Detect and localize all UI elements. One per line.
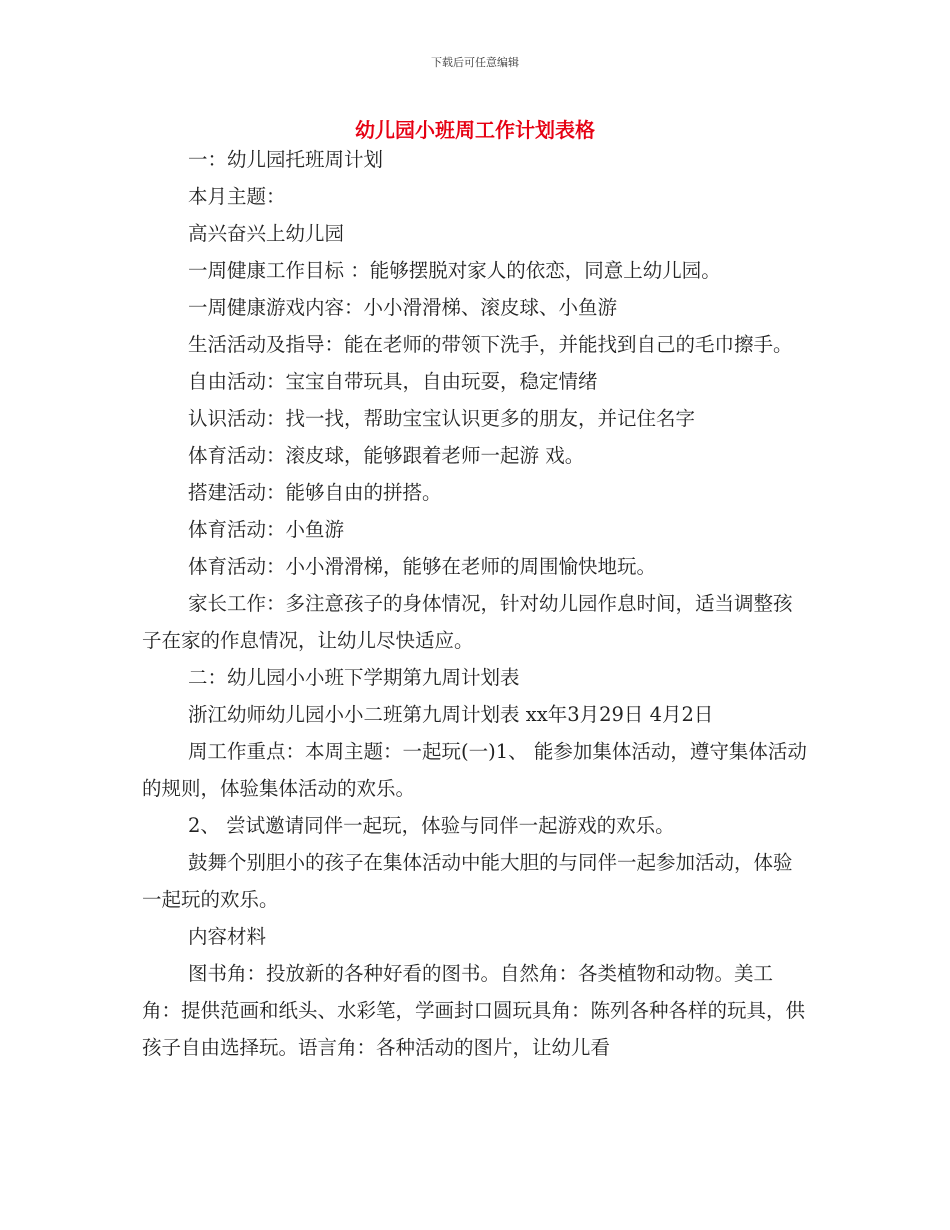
paragraph: 高兴奋兴上幼儿园	[188, 222, 345, 245]
paragraph: 图书角：投放新的各种好看的图书。自然角：各类植物和动物。美工角：提供范画和纸头、水彩笔，学画封口圆玩具角：陈列各种各样的玩具，供孩子自由选择玩。语言角：各种活动的图片，让幼儿看	[142, 962, 806, 1059]
paragraph: 2、 尝试邀请同伴一起玩，体验与同伴一起游戏的欢乐。	[188, 814, 675, 837]
section-heading: 二：幼儿园小小班下学期第九周计划表	[188, 666, 520, 689]
paragraph: 家长工作：多注意孩子的身体情况，针对幼儿园作息时间，适当调整孩子在家的作息情况，让幼儿尽快适应。	[142, 592, 793, 652]
paragraph: 鼓舞个别胆小的孩子在集体活动中能大胆的与同伴一起参加活动，体验一起玩的欢乐。	[142, 851, 793, 911]
paragraph: 内容材料	[188, 925, 267, 948]
paragraph: 一周健康游戏内容：小小滑滑梯、滚皮球、小鱼游	[188, 296, 618, 319]
paragraph: 体育活动：小小滑滑梯，能够在老师的周围愉快地玩。	[188, 555, 657, 578]
page-header-note: 下载后可任意编辑	[431, 56, 519, 69]
paragraph: 搭建活动：能够自由的拼搭。	[188, 481, 442, 504]
paragraph: 体育活动：滚皮球，能够跟着老师一起游 戏。	[188, 444, 585, 467]
paragraph: 自由活动：宝宝自带玩具，自由玩耍，稳定情绪	[188, 370, 598, 393]
paragraph: 周工作重点：本周主题：一起玩(一)1、 能参加集体活动，遵守集体活动的规则，体验集体活动的欢乐。	[142, 740, 807, 800]
paragraph: 认识活动：找一找，帮助宝宝认识更多的朋友，并记住名字	[188, 407, 696, 430]
paragraph: 生活活动及指导：能在老师的带领下洗手，并能找到自己的毛巾擦手。	[188, 333, 793, 356]
document-body	[142, 141, 810, 1066]
paragraph: 浙江幼师幼儿园小小二班第九周计划表 xx年3月29日 4月2日	[188, 703, 714, 726]
document-title: 幼儿园小班周工作计划表格	[355, 118, 595, 142]
paragraph: 体育活动：小鱼游	[188, 518, 345, 541]
paragraph: 一周健康工作目标 ：能够摆脱对家人的依恋，同意上幼儿园。	[188, 259, 721, 282]
section-heading: 一：幼儿园托班周计划	[188, 148, 384, 171]
paragraph: 本月主题：	[188, 185, 286, 208]
